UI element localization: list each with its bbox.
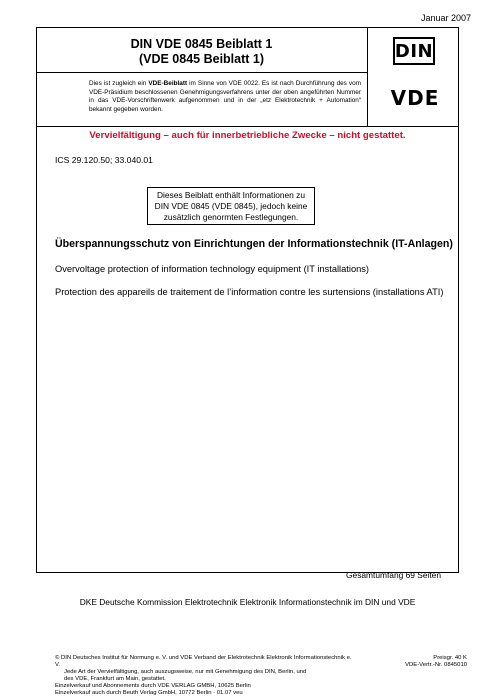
vde-description bbox=[89, 80, 361, 114]
title-german: Überspannungsschutz von Einrichtungen der Informationstechnik (IT-Anlagen) bbox=[55, 238, 453, 250]
note-box bbox=[147, 187, 315, 225]
title-line-2: (VDE 0845 Beiblatt 1) bbox=[138, 52, 265, 66]
total-pages: Gesamtumfang 69 Seiten bbox=[346, 570, 441, 580]
document-title bbox=[36, 37, 367, 67]
footer-price bbox=[405, 655, 467, 669]
title-divider bbox=[36, 72, 367, 73]
footer-left-line: Einzelverkauf und Abonnements durch VDE VERLAG GMBH, 10625 Berlin bbox=[55, 683, 251, 690]
footer-copyright bbox=[55, 655, 355, 698]
vde-order-number: VDE-Vertr.-Nr. 0845010 bbox=[405, 662, 467, 669]
footer-left-line: Jede Art der Vervielfältigung, auch auszugsweise, nur mit Genehmigung des DIN, Berlin, und bbox=[64, 669, 307, 676]
description-bold: VDE-Beiblatt bbox=[148, 80, 188, 87]
description-pre: Dies ist zugleich ein bbox=[89, 80, 149, 87]
price-group: Preisgr. 40 K bbox=[433, 655, 467, 661]
din-logo: DIN bbox=[393, 37, 435, 65]
ics-code: ICS 29.120.50; 33.040.01 bbox=[55, 155, 153, 165]
vde-logo: VDE bbox=[390, 86, 440, 110]
note-line-1: Dieses Beiblatt enthält Informationen zu bbox=[156, 190, 306, 200]
header-divider-horizontal bbox=[36, 126, 459, 127]
note-line-3: zusätzlich genormten Festlegungen. bbox=[163, 212, 299, 222]
note-line-2: DIN VDE 0845 (VDE 0845), jedoch keine bbox=[154, 201, 308, 211]
description-post: im Sinne von VDE 0022. Es ist nach Durchführung des vom VDE-Präsidium beschlossenen Genehmigungsverfahrens unter der oben angeführten Nummer in das VDE-Vorschriftenwerk aufgenommen und in der „etz Elektrotechnik + Automation“ bekannt gegeben worden. bbox=[89, 80, 361, 113]
header-divider-vertical bbox=[367, 27, 368, 127]
footer-left-line: des VDE, Frankfurt am Main, gestattet. bbox=[64, 676, 166, 683]
title-french: Protection des appareils de traitement de l’information contre les surtensions (installations ATI) bbox=[55, 287, 444, 297]
title-line-1: DIN VDE 0845 Beiblatt 1 bbox=[130, 37, 273, 51]
copy-warning: Vervielfältigung – auch für innerbetriebliche Zwecke – nicht gestattet. bbox=[89, 130, 406, 141]
issue-date: Januar 2007 bbox=[420, 13, 471, 23]
footer-left-line: Einzelverkauf auch durch Beuth Verlag GmbH, 10772 Berlin · 01.07 veu bbox=[55, 690, 243, 697]
footer-left-line: © DIN Deutsches Institut für Normung e. V. und VDE Verband der Elektrotechnik Elektronik Informationstechnik e. V. bbox=[55, 655, 352, 669]
title-english: Overvoltage protection of information technology equipment (IT installations) bbox=[55, 264, 370, 274]
dke-line: DKE Deutsche Kommission Elektrotechnik Elektronik Informationstechnik im DIN und VDE bbox=[79, 597, 416, 607]
